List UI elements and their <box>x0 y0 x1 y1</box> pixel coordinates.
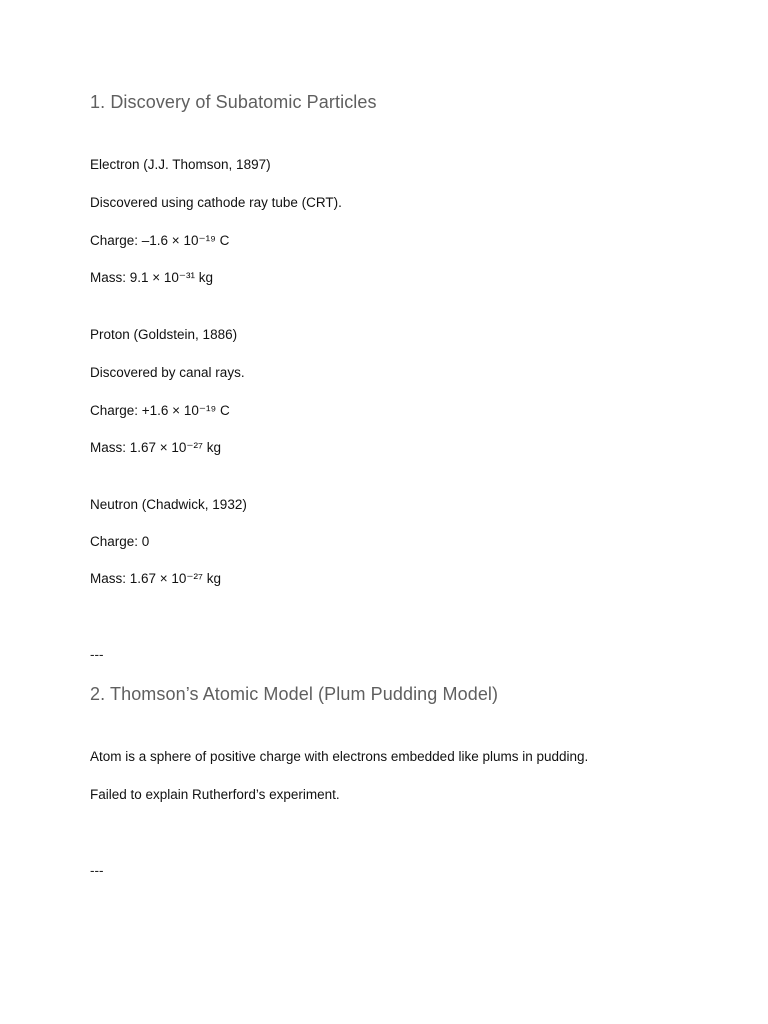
neutron-title: Neutron (Chadwick, 1932) <box>90 497 247 512</box>
proton-discovery: Discovered by canal rays. <box>90 365 245 380</box>
section-separator: --- <box>90 863 104 878</box>
proton-title: Proton (Goldstein, 1886) <box>90 327 238 342</box>
electron-discovery: Discovered using cathode ray tube (CRT). <box>90 195 342 210</box>
section-heading-subatomic-particles: 1. Discovery of Subatomic Particles <box>90 92 377 112</box>
electron-title: Electron (J.J. Thomson, 1897) <box>90 157 271 172</box>
thomson-description: Atom is a sphere of positive charge with electrons embedded like plums in pudding. <box>90 749 589 764</box>
proton-mass: Mass: 1.67 × 10⁻²⁷ kg <box>90 440 221 455</box>
electron-mass: Mass: 9.1 × 10⁻³¹ kg <box>90 270 214 285</box>
electron-charge: Charge: –1.6 × 10⁻¹⁹ C <box>90 233 230 248</box>
neutron-charge: Charge: 0 <box>90 534 150 549</box>
section-separator: --- <box>90 647 104 662</box>
thomson-limitation: Failed to explain Rutherford’s experiment. <box>90 787 340 802</box>
section-heading-thomson-model: 2. Thomson’s Atomic Model (Plum Pudding Model) <box>90 684 499 704</box>
neutron-mass: Mass: 1.67 × 10⁻²⁷ kg <box>90 571 221 586</box>
proton-charge: Charge: +1.6 × 10⁻¹⁹ C <box>90 403 230 418</box>
